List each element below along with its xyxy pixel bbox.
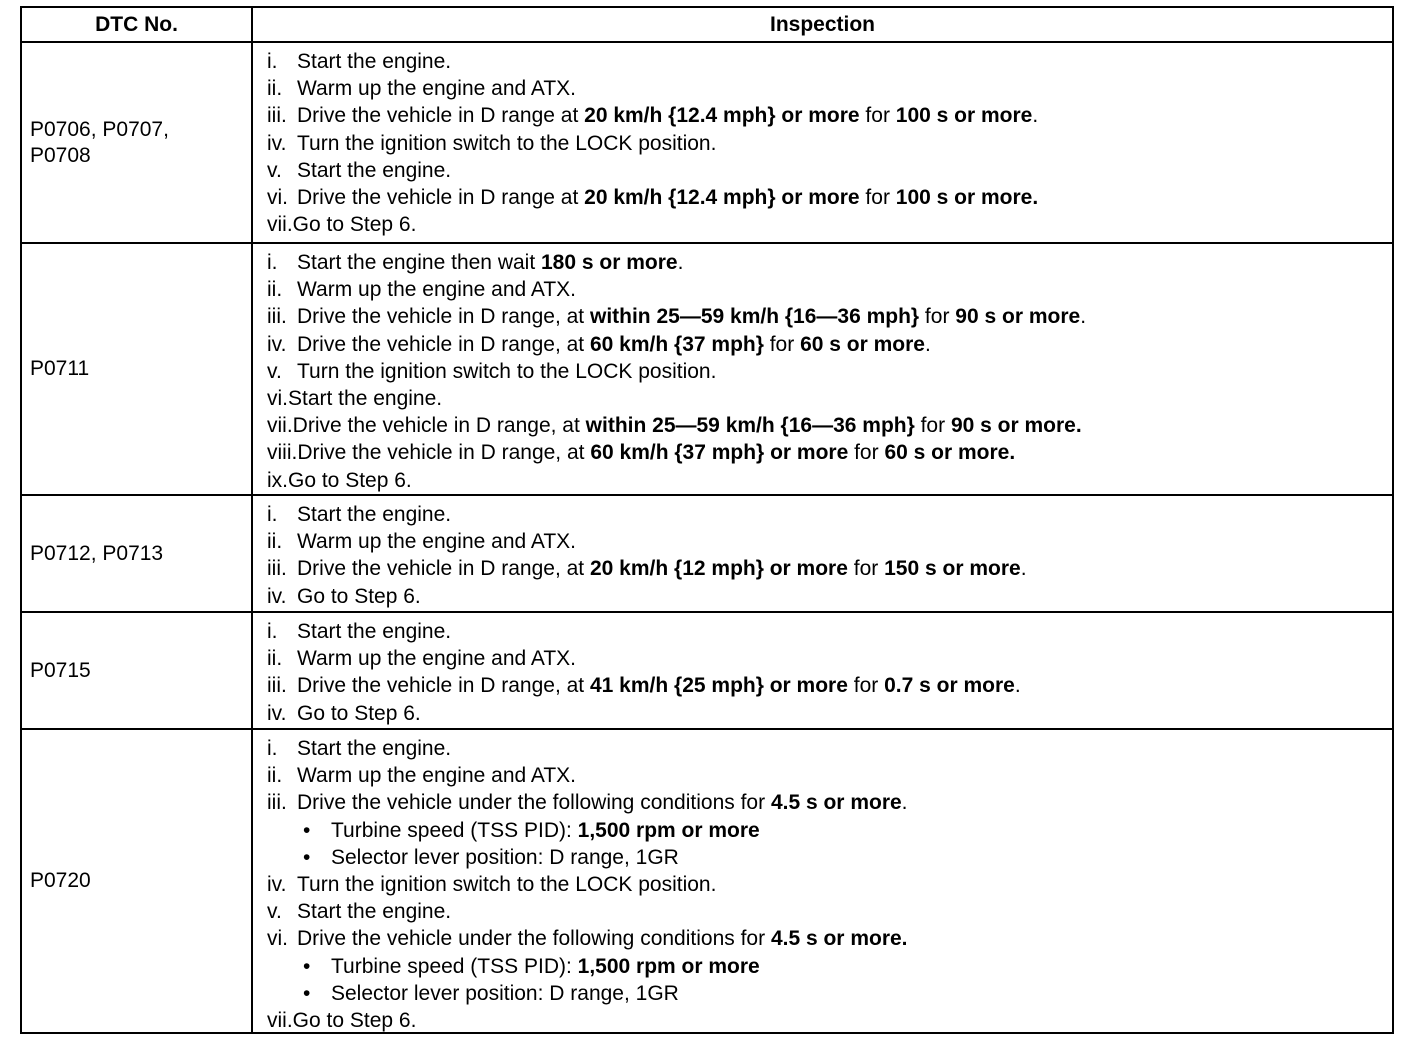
table-row (22, 730, 1392, 1032)
step-text: Drive the vehicle in D range, at within 25—59 km/h {16—36 mph} for 90 s or more. (292, 414, 1082, 438)
step-text: Drive the vehicle in D range, at 20 km/h {12 mph} or more for 150 s or more. (297, 557, 1027, 581)
inspection-step (267, 583, 1392, 610)
step-text: Go to Step 6. (292, 1009, 417, 1033)
step-number: ii. (267, 647, 283, 671)
step-text: Selector lever position: D range, 1GR (331, 845, 679, 869)
step-text: Turbine speed (TSS PID): 1,500 rpm or more (331, 954, 760, 978)
inspection-step (267, 700, 1392, 727)
table-row (22, 496, 1392, 613)
step-number: iv. (267, 584, 287, 608)
inspection-step (267, 249, 1392, 276)
step-text: Turn the ignition switch to the LOCK position. (297, 131, 717, 155)
step-text: Warm up the engine and ATX. (297, 530, 576, 554)
inspection-steps (253, 730, 1392, 1032)
inspection-steps (253, 43, 1392, 242)
step-number: vii. (267, 1009, 293, 1033)
step-text: Start the engine. (297, 158, 452, 182)
step-number: ii. (267, 764, 283, 788)
inspection-steps (253, 496, 1392, 611)
step-number: iv. (267, 701, 287, 725)
inspection-step (267, 762, 1392, 789)
condition-bullet (267, 953, 1392, 980)
dtc-code-text: P0711 (30, 357, 90, 380)
step-number: iii. (267, 557, 287, 581)
inspection-steps (253, 244, 1392, 494)
step-text: Warm up the engine and ATX. (297, 77, 576, 101)
inspection-step (267, 157, 1392, 184)
step-number: v. (267, 900, 282, 924)
bullet-dot-icon: • (303, 954, 311, 978)
step-text: Turbine speed (TSS PID): 1,500 rpm or more (331, 818, 760, 842)
inspection-step (267, 672, 1392, 699)
dtc-code (22, 730, 253, 1032)
step-text: Drive the vehicle in D range, at within 25—59 km/h {16—36 mph} for 90 s or more. (297, 305, 1087, 329)
inspection-step (267, 871, 1392, 898)
inspection-step (267, 211, 1392, 238)
step-number: i. (267, 503, 278, 526)
header-inspection: Inspection (769, 12, 875, 36)
dtc-code-text: P0706, P0707, P0708 (30, 117, 169, 167)
step-number: ii. (267, 530, 283, 554)
inspection-step (267, 385, 1392, 412)
step-number: ii. (267, 278, 283, 302)
step-text: Warm up the engine and ATX. (297, 647, 576, 671)
step-number: ii. (267, 77, 283, 101)
inspection-step (267, 1007, 1392, 1034)
inspection-step (267, 735, 1392, 762)
inspection-step (267, 439, 1392, 466)
inspection-step (267, 501, 1392, 528)
step-number: i. (267, 50, 278, 73)
inspection-step (267, 645, 1392, 672)
step-text: Warm up the engine and ATX. (297, 764, 576, 788)
inspection-step (267, 184, 1392, 211)
dtc-code (22, 496, 253, 611)
inspection-step (267, 130, 1392, 157)
inspection-step (267, 331, 1392, 358)
step-number: i. (267, 620, 278, 643)
step-text: Warm up the engine and ATX. (297, 278, 576, 302)
table-row (22, 613, 1392, 730)
step-number: iii. (267, 791, 287, 815)
step-text: Drive the vehicle in D range, at 41 km/h {25 mph} or more for 0.7 s or more. (297, 674, 1021, 698)
step-text: Go to Step 6. (297, 701, 421, 725)
step-number: vi. (267, 927, 288, 951)
step-number: vi. (267, 387, 288, 411)
inspection-step (267, 555, 1392, 582)
step-number: iv. (267, 332, 287, 356)
step-number: viii. (267, 441, 298, 465)
table-header-row (22, 8, 1392, 43)
dtc-code (22, 244, 253, 494)
bullet-dot-icon: • (303, 981, 311, 1005)
inspection-step (267, 102, 1392, 129)
step-text: Drive the vehicle in D range at 20 km/h {12.4 mph} or more for 100 s or more. (297, 104, 1039, 128)
inspection-step (267, 467, 1392, 494)
header-dtc-no: DTC No. (22, 8, 253, 41)
inspection-step (267, 276, 1392, 303)
step-text: Go to Step 6. (288, 468, 412, 492)
step-number: v. (267, 158, 282, 182)
inspection-step (267, 358, 1392, 385)
step-text: Turn the ignition switch to the LOCK position. (297, 873, 717, 897)
inspection-steps (253, 613, 1392, 728)
inspection-step (267, 303, 1392, 330)
bullet-dot-icon: • (303, 818, 311, 842)
inspection-step (267, 75, 1392, 102)
dtc-code-text: P0715 (30, 658, 91, 682)
dtc-code (22, 613, 253, 728)
step-text: Start the engine then wait 180 s or more. (297, 251, 684, 274)
dtc-code-text: P0712, P0713 (30, 541, 164, 565)
step-number: vi. (267, 186, 288, 210)
inspection-step (267, 898, 1392, 925)
step-number: i. (267, 251, 278, 274)
step-text: Start the engine. (288, 387, 443, 411)
inspection-step (267, 528, 1392, 555)
step-number: iii. (267, 305, 287, 329)
condition-bullet (267, 844, 1392, 871)
step-number: vii. (267, 414, 293, 438)
step-text: Start the engine. (297, 737, 452, 760)
step-number: vii. (267, 213, 293, 237)
step-number: iii. (267, 674, 287, 698)
step-number: i. (267, 737, 278, 760)
step-number: v. (267, 359, 282, 383)
condition-bullet (267, 980, 1392, 1007)
step-text: Drive the vehicle under the following conditions for 4.5 s or more. (297, 791, 908, 815)
step-text: Selector lever position: D range, 1GR (331, 981, 679, 1005)
step-text: Start the engine. (297, 900, 452, 924)
step-text: Start the engine. (297, 620, 452, 643)
step-text: Go to Step 6. (292, 213, 417, 237)
step-number: ix. (267, 468, 288, 492)
step-number: iv. (267, 131, 287, 155)
step-text: Drive the vehicle under the following conditions for 4.5 s or more. (297, 927, 908, 951)
step-text: Turn the ignition switch to the LOCK position. (297, 359, 717, 383)
dtc-inspection-table (20, 6, 1394, 1034)
inspection-step (267, 925, 1392, 952)
table-row (22, 244, 1392, 496)
inspection-step (267, 412, 1392, 439)
step-text: Start the engine. (297, 503, 452, 526)
inspection-step (267, 48, 1392, 75)
dtc-code-text: P0720 (30, 869, 91, 892)
step-number: iv. (267, 873, 287, 897)
step-text: Drive the vehicle in D range at 20 km/h {12.4 mph} or more for 100 s or more. (297, 186, 1039, 210)
dtc-code (22, 43, 253, 242)
step-text: Start the engine. (297, 50, 452, 73)
inspection-step (267, 618, 1392, 645)
condition-bullet (267, 817, 1392, 844)
bullet-dot-icon: • (303, 845, 311, 869)
step-text: Drive the vehicle in D range, at 60 km/h {37 mph} for 60 s or more. (297, 332, 931, 356)
inspection-step (267, 789, 1392, 816)
step-text: Go to Step 6. (297, 584, 421, 608)
table-row (22, 43, 1392, 244)
step-number: iii. (267, 104, 287, 128)
step-text: Drive the vehicle in D range, at 60 km/h {37 mph} or more for 60 s or more. (297, 441, 1016, 465)
